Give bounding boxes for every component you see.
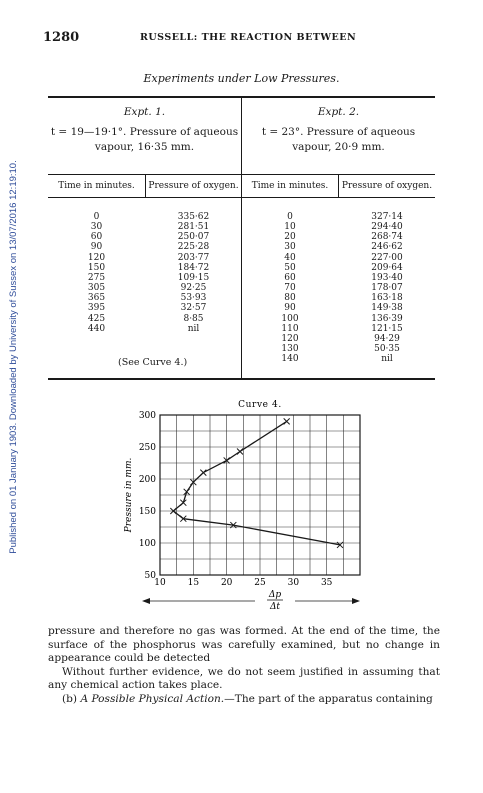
section-title: Experiments under Low Pressures.	[143, 72, 340, 85]
x-tick-label: 25	[254, 578, 266, 588]
expt2-pressure-column	[339, 212, 435, 364]
y-tick-label: 250	[138, 443, 156, 453]
expt1-time-cell: 395	[87, 303, 106, 314]
x-axis-label	[142, 590, 360, 612]
expt2-time-cell: 10	[284, 222, 296, 233]
expt2-time-cell: 40	[284, 252, 296, 263]
expt1-time-cell: 365	[87, 293, 106, 304]
expt2-pressure-cell: nil	[381, 354, 393, 365]
expt1-time-cell: 440	[87, 323, 106, 334]
expt1-pressure-column	[146, 212, 241, 334]
axis-ticks	[139, 411, 333, 588]
right-arrow-head	[352, 598, 360, 604]
chart-series	[170, 418, 343, 548]
expt2-pressure-cell: 50·35	[374, 344, 400, 355]
expt1-time-header: Time in minutes.	[58, 181, 135, 191]
expt2-conditions-line1: t = 23°. Pressure of aqueous	[261, 126, 416, 138]
paragraph-3-text: —The part of the apparatus containing	[224, 692, 433, 705]
expt2-pressure-header: Pressure of oxygen.	[341, 181, 433, 191]
expt1-pressure-cell: 335·62	[177, 212, 210, 222]
expt2-pressure-cell: 227·00	[371, 252, 403, 263]
expt2-time-column	[242, 212, 338, 364]
expt2-time-header: Time in minutes.	[251, 181, 329, 191]
y-axis-label: Pressure in mm.	[124, 457, 134, 533]
expt1-time-cell: 305	[87, 283, 106, 294]
expt2-time-cell: 100	[281, 313, 299, 324]
paragraph-3-label: (b)	[62, 692, 78, 705]
expt1-pressure-cell: nil	[187, 323, 200, 334]
expt2-pressure-cell: 246·62	[371, 242, 403, 253]
header-bottom-rule	[48, 197, 435, 198]
expt1-pressure-cell: 109·15	[177, 272, 210, 283]
x-axis-label-denominator: Δt	[269, 602, 281, 612]
x-tick-label: 10	[154, 578, 166, 588]
expt1-time-cell: 275	[87, 272, 106, 283]
y-tick-label: 50	[144, 571, 156, 581]
expt2-time-cell: 120	[281, 333, 299, 344]
expt2-time-cell: 30	[284, 242, 296, 253]
expt2-pressure-cell: 121·15	[371, 323, 403, 334]
page-number: 1280	[43, 30, 80, 45]
data-point-marker	[237, 448, 243, 454]
expt1-time-cell: 60	[90, 232, 103, 243]
left-arrow-head	[142, 598, 150, 604]
expt1-time-cell: 150	[87, 262, 106, 273]
x-tick-label: 30	[287, 578, 300, 588]
table-bottom-rule	[48, 378, 435, 380]
expt1-pressure-cell: 53·93	[180, 293, 207, 304]
y-tick-label: 100	[138, 539, 156, 549]
y-tick-label: 300	[138, 411, 156, 421]
expt1-pressure-cell: 281·51	[177, 222, 210, 233]
paragraph-3	[48, 693, 440, 707]
expt1-conditions-line1: t = 19—19·1°. Pressure of aqueous	[50, 126, 239, 138]
expt2-pressure-cell: 193·40	[371, 272, 403, 283]
expt1-conditions-line2: vapour, 16·35 mm.	[94, 141, 195, 153]
see-curve-note: (See Curve 4.)	[118, 357, 188, 368]
expt2-pressure-cell: 268·74	[371, 232, 403, 243]
expt1-time-cell: 0	[93, 212, 100, 222]
expt2-title: Expt. 2.	[317, 106, 360, 118]
expt1-time-column	[48, 212, 145, 334]
expt2-pressure-cell: 163·18	[371, 293, 403, 304]
expt1-pressure-header: Pressure of oxygen.	[148, 181, 239, 191]
expt1-time-cell: 425	[87, 313, 106, 324]
expt2-time-cell: 90	[284, 303, 296, 314]
expt2-time-cell: 70	[284, 283, 296, 294]
expt2-conditions-line2: vapour, 20·9 mm.	[292, 141, 385, 153]
expt1-pressure-cell: 32·57	[180, 303, 207, 314]
expt1-time-cell: 120	[87, 252, 106, 263]
data-point-marker	[284, 418, 290, 424]
x-tick-label: 35	[320, 578, 333, 588]
expt2-time-cell: 0	[287, 212, 293, 222]
paragraph-3-title: A Possible Physical Action.	[80, 692, 225, 705]
expt2-pressure-cell: 178·07	[371, 283, 403, 294]
expt2-pressure-cell: 136·39	[371, 313, 403, 324]
expt1-pressure-cell: 203·77	[177, 252, 210, 263]
y-tick-label: 200	[138, 475, 156, 485]
expt2-time-cell: 140	[281, 354, 299, 365]
paragraph-2: Without further evidence, we do not seem justified in assuming that any chemical action takes place.	[48, 665, 440, 692]
expt2-time-cell: 110	[281, 323, 299, 334]
paragraph-1: pressure and therefore no gas was formed. At the end of the time, the surface of the phosphorus was carefully examined, but no change in appearance could be detected	[48, 625, 440, 665]
x-tick-label: 20	[220, 578, 233, 588]
expt2-time-cell: 20	[284, 232, 296, 243]
expt1-pressure-cell: 225·28	[177, 242, 210, 253]
data-point-marker	[200, 470, 206, 476]
x-tick-label: 15	[187, 578, 200, 588]
expt1-time-cell: 90	[90, 242, 103, 253]
expt1-pressure-cell: 184·72	[177, 262, 210, 273]
y-tick-label: 150	[138, 507, 156, 517]
chart-title: Curve 4.	[238, 400, 282, 410]
expt1-pressure-cell: 8·85	[183, 313, 204, 324]
x-axis-label-numerator: Δp	[268, 590, 282, 600]
expt2-pressure-cell: 327·14	[371, 212, 403, 222]
curve-chart	[95, 395, 385, 620]
body-text	[48, 625, 440, 707]
expt2-pressure-cell: 149·38	[371, 303, 403, 314]
expt1-pressure-cell: 92·25	[180, 283, 207, 294]
expt2-time-cell: 60	[284, 272, 296, 283]
expt2-time-cell: 50	[284, 262, 296, 273]
running-head: RUSSELL: THE REACTION BETWEEN	[140, 32, 357, 43]
expt1-time-cell: 30	[90, 222, 103, 233]
expt2-pressure-cell: 209·64	[371, 262, 403, 273]
expt2-pressure-cell: 94·29	[374, 333, 400, 344]
expt1-title: Expt. 1.	[123, 106, 166, 118]
download-watermark: Published on 01 January 1903. Downloaded by University of Sussex on 13/07/2016 12:19:10.	[8, 160, 19, 554]
series-line	[173, 421, 340, 545]
expt2-time-cell: 80	[284, 293, 296, 304]
header-top-rule	[48, 174, 435, 175]
expt1-pressure-cell: 250·07	[177, 232, 210, 243]
expt2-pressure-cell: 294·40	[371, 222, 403, 233]
expt2-time-cell: 130	[281, 344, 299, 355]
